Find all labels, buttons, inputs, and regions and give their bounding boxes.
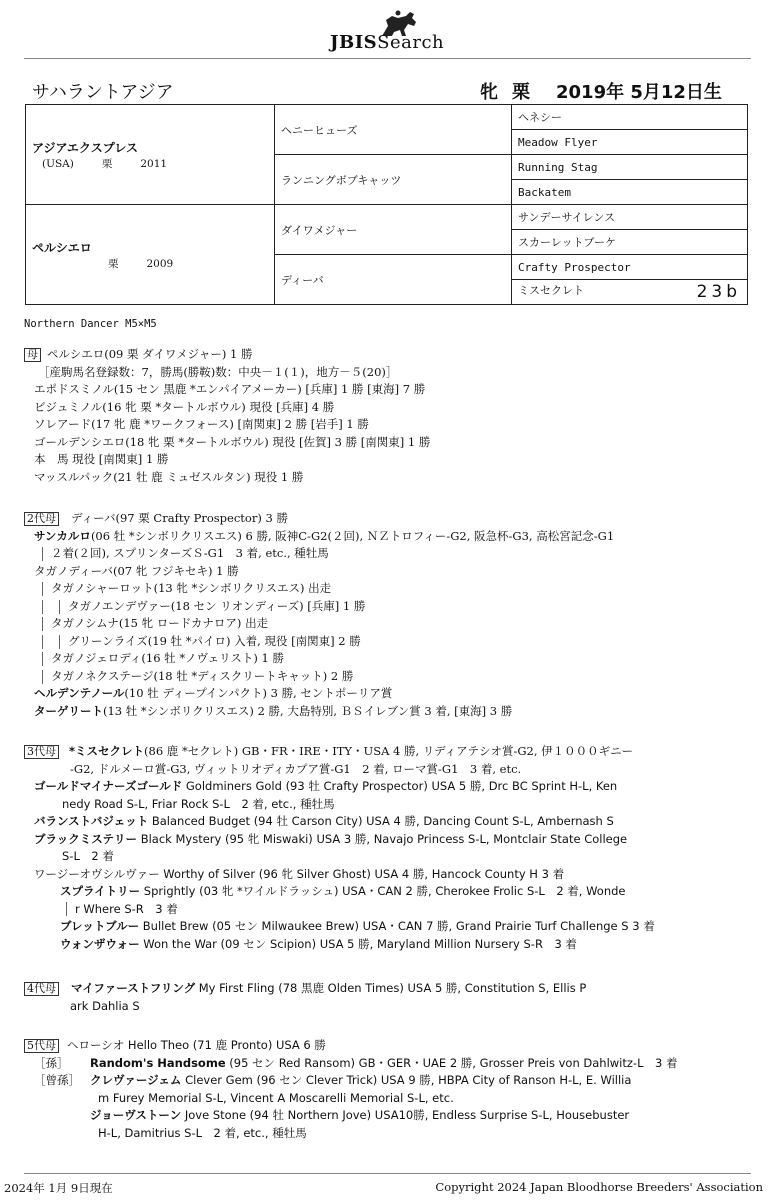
dam5-relation: ［曾孫］ <box>34 1073 80 1087</box>
dam-line: ゴールデンシエロ(18 牝 栗 *タートルボウル) 現役 [佐賀] 3 勝 [南関東] 1 勝 <box>34 434 431 449</box>
sire-sire-sire: ヘネシー <box>512 105 748 130</box>
horse-name: サハラントアジア <box>32 82 174 103</box>
dam3-line: S-L 2 着 <box>62 849 114 863</box>
fourth-dam-section: 4代母 マイファーストフリング My First Fling (78 黒鹿 Olden Times) USA 5 勝, Constitution S, Ellis P ark Dahlia S <box>24 980 754 1015</box>
dam2-line: ２着(２回), スプリンターズＳ-G1 3 着, etc., 種牡馬 <box>51 546 329 560</box>
dam2-line: タガノシャーロット(13 牝 *シンボリクリスエス) 出走 <box>51 581 332 595</box>
sire-dam-dam: Backatem <box>512 180 748 205</box>
as-of-date: 2024年 1月 9日現在 <box>4 1181 113 1195</box>
section-tag: 3代母 <box>24 745 59 759</box>
dam-dam-dam-cell <box>512 280 748 305</box>
dam3-bold-name: ウォンザウォー <box>60 936 140 951</box>
horse-profile <box>480 78 736 104</box>
footer-divider <box>24 1173 751 1174</box>
horse-color: 栗 <box>512 82 530 103</box>
sire-sire: ヘニーヒューズ <box>275 105 512 155</box>
dam-sire: ダイワメジャー <box>275 205 512 255</box>
dam-sire-sire: サンデーサイレンス <box>512 205 748 230</box>
dam3-line: -G2, ドルメーロ賞-G3, ヴィットリオディカプア賞-G1 2 着, ローマ賞-G1 3 着, etc. <box>70 761 522 776</box>
section-tag: 4代母 <box>24 982 59 996</box>
dam2-bold-name: サンカルロ <box>34 528 91 543</box>
dam3-bold-name: バランストバジェット <box>34 814 149 828</box>
dam5-line: H-L, Damitrius S-L 2 着, etc., 種牡馬 <box>98 1125 307 1140</box>
dam2-line: タガノネクステージ(18 牡 *ディスクリートキャット) 2 勝 <box>51 668 354 683</box>
dam3-bold-name: ゴールドマイナーズゴールド <box>34 779 183 793</box>
dam3-bold-name: ブレットブルー <box>60 919 140 933</box>
dam3-line: r Where S-R 3 着 <box>75 901 178 916</box>
dam5-relation: ［孫］ <box>34 1055 69 1070</box>
sire-cell <box>26 105 275 205</box>
dam2-line: グリーンライズ(19 牡 *パイロ) 入着, 現役 [南関東] 2 勝 <box>68 633 361 648</box>
dam-sire-dam: スカーレットブーケ <box>512 230 748 255</box>
third-dam-section: 3代母 *ミスセクレト(86 鹿 *セクレト) GB・FR・IRE・ITY・USA 4 勝, リディアテシオ賞-G2, 伊１０００ギニー -G2, ドルメーロ賞-G3, ヴィットリオディカプア賞-G1 2 着, ローマ賞-G1 3 着, etc. ゴールドマイナーズゴールド Goldminers Gold (93 牡 Crafty Prospector) USA 5 勝, Drc BC Sprint H-L, Ken nedy Road S-L, Friar Rock S-L 2 着, etc., 種牡馬 バランストバジェット Balanced Budget (94 牡 Carson City) USA 4 勝, Dancing Count S-L, Ambernash S ブラックミステリー Black Mystery (95 牝 Miswaki) USA 3 勝, Navajo Princess S-L, Montclair State College S-L 2 着 ワージーオヴシルヴァー Worthy of Silver (96 牝 Silver Ghost) USA 4 勝, Hancock County H 3 着 スプライトリー Sprightly (03 牝 *ワイルドラッシュ) USA・CAN 2 勝, Cherokee Frolic S-L 2 着, Wonde r Where S-R 3 着 ブレットブルー Bullet Brew (05 セン Milwaukee Brew) USA・CAN 7 勝, Grand Prairie Turf Challenge S 3 着 ウォンザウォー Won the War (09 セン Scipion) USA 5 勝, Maryland Million Nursery S-R 3 着 <box>24 743 754 953</box>
dam2-line: タガノシムナ(15 牝 ロードカナロア) 出走 <box>51 616 269 630</box>
dam2-line: タガノエンデヴァー(18 セン リオンディーズ) [兵庫] 1 勝 <box>68 598 366 613</box>
section-tag: 2代母 <box>24 512 59 526</box>
dam4-bold-name: マイファーストフリング <box>71 981 196 995</box>
dam4-line: ark Dahlia S <box>70 998 140 1013</box>
dam-section <box>24 346 754 486</box>
dam-dam-sire: Crafty Prospector <box>512 255 748 280</box>
dam-line: エポドスミノル(15 セン 黒鹿 *エンパイアメーカー) [兵庫] 1 勝 [東海] 7 勝 <box>34 382 426 396</box>
sire-details: (USA) 栗 2011 <box>42 157 168 170</box>
section-tag: 5代母 <box>24 1039 59 1053</box>
logo-text: JBISSearch <box>330 32 445 53</box>
family-code: 23b <box>696 282 741 302</box>
inbreeding-note: Northern Dancer M5×M5 <box>24 318 157 330</box>
dam3-bold-name: スプライトリー <box>60 884 141 898</box>
horse-sex: 牝 <box>480 82 498 103</box>
dam2-bold-name: ターゲリート <box>34 703 103 718</box>
dam5-line: m Furey Memorial S-L, Vincent A Moscarelli Memorial S-L, etc. <box>98 1090 454 1105</box>
dam-line: ビジュミノル(16 牝 栗 *タートルボウル) 現役 [兵庫] 4 勝 <box>34 399 335 414</box>
dam-line: ［産駒馬名登録数：7，勝馬(勝鞍)数：中央－１(１)，地方－５(20)］ <box>38 364 398 379</box>
dam3-bold-name: *ミスセクレト <box>69 744 145 758</box>
pedigree-table <box>25 104 748 305</box>
dam5-bold-name: クレヴァージェム <box>90 1073 182 1087</box>
dam-dam: ディーバ <box>275 255 512 305</box>
dam-name: ペルシエロ <box>32 240 92 255</box>
section-tag: 母 <box>24 348 41 362</box>
sire-sire-dam: Meadow Flyer <box>512 130 748 155</box>
horse-birth: 2019年 5月12日生 <box>556 82 722 103</box>
dam-details: 栗 2009 <box>108 257 174 270</box>
jbis-logo <box>318 10 478 56</box>
dam2-line: タガノディーバ(07 牝 フジキセキ) 1 勝 <box>34 563 239 578</box>
dam-line: ソレアード(17 牝 鹿 *ワークフォース) [南関東] 2 勝 [岩手] 1 勝 <box>34 417 369 431</box>
dam3-bold-name: ブラックミステリー <box>34 831 138 846</box>
dam-line: 本 馬 現役 [南関東] 1 勝 <box>34 452 169 466</box>
dam2-bold-name: ヘルデンテノール <box>34 686 125 700</box>
sire-name: アジアエクスプレス <box>32 140 138 155</box>
dam2-line: ディーバ(97 栗 Crafty Prospector) 3 勝 <box>71 511 288 525</box>
dam-dam-dam: ミスセクレト <box>518 284 584 297</box>
dam-line: マッスルパック(21 牡 鹿 ミュゼスルタン) 現役 1 勝 <box>34 469 304 484</box>
copyright: Copyright 2024 Japan Bloodhorse Breeders' Association <box>435 1180 763 1194</box>
dam-line: ペルシエロ(09 栗 ダイワメジャー) 1 勝 <box>47 347 253 361</box>
dam3-line: ワージーオヴシルヴァー Worthy of Silver (96 牝 Silver Ghost) USA 4 勝, Hancock County H 3 着 <box>34 866 565 881</box>
dam-cell <box>26 205 275 305</box>
sire-dam-sire: Running Stag <box>512 155 748 180</box>
dam2-line: タガノジェロディ(16 牡 *ノヴェリスト) 1 勝 <box>51 651 284 665</box>
sire-dam: ランニングボブキャッツ <box>275 155 512 205</box>
dam5-bold-name: ジョーヴストーン <box>90 1108 182 1122</box>
dam3-line: nedy Road S-L, Friar Rock S-L 2 着, etc., 種牡馬 <box>62 796 335 811</box>
second-dam-section: 2代母 ディーバ(97 栗 Crafty Prospector) 3 勝 サンカルロ(06 牡 *シンボリクリスエス) 6 勝, 阪神C-G2(２回), ＮＺトロフィー-G2, 阪急杯-G3, 高松宮記念-G1 ２着(２回), スプリンターズＳ-G1 3 着, etc., 種牡馬 タガノディーバ(07 牝 フジキセキ) 1 勝 タガノシャーロット(13 牝 *シンボリクリスエス) 出走 タガノエンデヴァー(18 セン リオンディーズ) [兵庫] 1 勝 タガノシムナ(15 牝 ロードカナロア) 出走 グリーンライズ(19 牡 *パイロ) 入着, 現役 [南関東] 2 勝 タガノジェロディ(16 牡 *ノヴェリスト) 1 勝 タガノネクステージ(18 牡 *ディスクリートキャット) 2 勝 ヘルデンテノール(10 牡 ディープインパクト) 3 勝, セントポーリア賞 ターゲリート(13 牡 *シンボリクリスエス) 2 勝, 大島特別, ＢＳイレブン賞 3 着, [東海] 3 勝 <box>24 510 754 720</box>
header-divider <box>24 58 751 59</box>
dam5-line: ヘローシオ Hello Theo (71 鹿 Pronto) USA 6 勝 <box>67 1038 326 1052</box>
dam5-bold-name: Random's Handsome <box>90 1055 226 1070</box>
fifth-dam-section: 5代母 ヘローシオ Hello Theo (71 鹿 Pronto) USA 6 勝 ［孫］ Random's Handsome (95 セン Red Ransom) GB・GER・UAE 2 勝, Grosser Preis von Dahlwitz-L 3 着 ［曾孫］ クレヴァージェム Clever Gem (96 セン Clever Trick) USA 9 勝, HBPA City of Ranson H-L, E. Willia m Furey Memorial S-L, Vincent A Moscarelli Memorial S-L, etc. ジョーヴストーン Jove Stone (94 牡 Northern Jove) USA10勝, Endless Surprise S-L, Housebuster H-L, Damitrius S-L 2 着, etc., 種牡馬 <box>24 1037 754 1142</box>
